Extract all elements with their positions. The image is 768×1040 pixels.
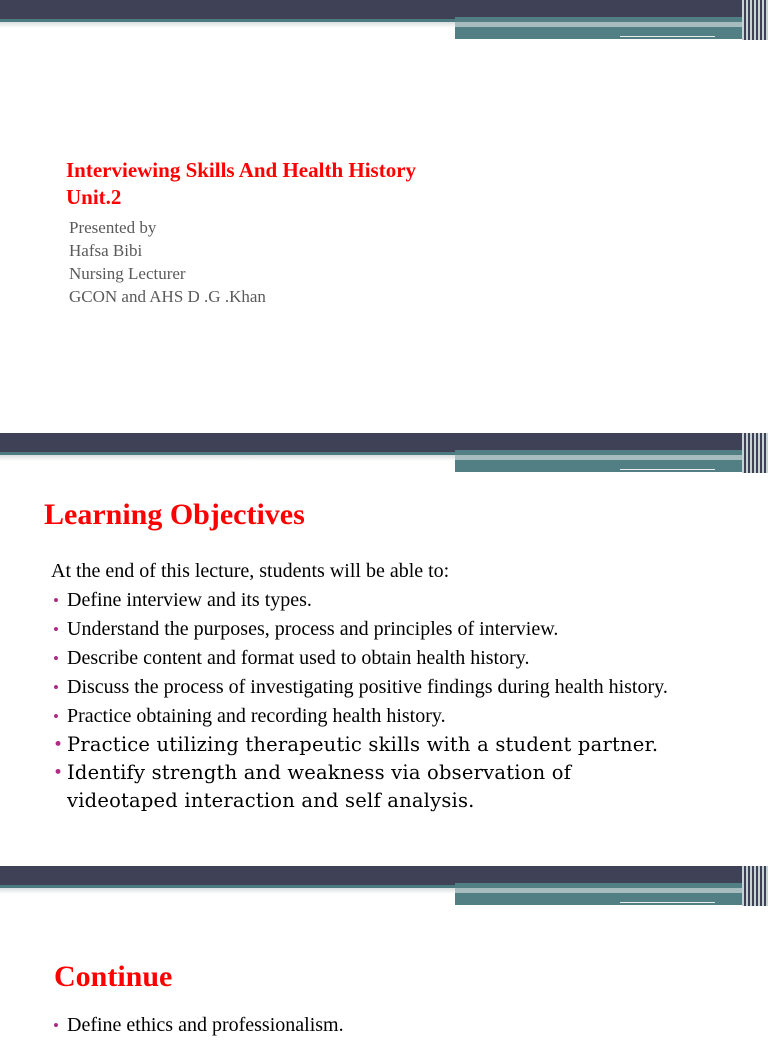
header-band: [0, 433, 768, 478]
slide-2: [0, 433, 768, 866]
objectives-list: [51, 586, 761, 815]
slide-heading: Learning Objectives: [44, 498, 305, 531]
bullet-icon: •: [53, 678, 59, 697]
title-line-2: Unit.2: [66, 185, 122, 209]
bullet-icon: •: [53, 591, 59, 610]
bullet-icon: •: [53, 707, 59, 726]
bullet-icon: •: [53, 763, 64, 783]
subtitle-line: Presented by: [69, 218, 157, 237]
list-item: • Practice utilizing therapeutic skills with a student partner.: [51, 731, 761, 759]
slide-3: [0, 866, 768, 1036]
slide-heading: Continue: [54, 960, 173, 993]
list-item: • Define interview and its types.: [51, 586, 761, 615]
slide-1: [0, 0, 768, 433]
presenter-info: [69, 216, 266, 308]
continue-list: [51, 1011, 751, 1040]
list-item: • Understand the purposes, process and principles of interview.: [51, 615, 761, 644]
list-item: • Discuss the process of investigating positive findings during health history.: [51, 673, 761, 702]
presenter-role: Nursing Lecturer: [69, 264, 186, 283]
list-item: • Practice obtaining and recording health history.: [51, 702, 761, 731]
title-line-1: Interviewing Skills And Health History: [66, 158, 417, 182]
presenter-name: Hafsa Bibi: [69, 241, 143, 260]
header-band: [0, 866, 768, 911]
header-band: [0, 0, 768, 45]
list-item: • Define ethics and professionalism.: [51, 1011, 751, 1040]
bullet-icon: •: [53, 1016, 59, 1035]
list-item: • Identify strength and weakness via observation of videotaped interaction and self analysis.: [53, 761, 572, 812]
bullet-icon: •: [53, 649, 59, 668]
intro-text: At the end of this lecture, students will be able to:: [51, 560, 450, 582]
bullet-icon: •: [53, 620, 59, 639]
bullet-icon: •: [53, 735, 64, 755]
presenter-institution: GCON and AHS D .G .Khan: [69, 287, 266, 306]
presentation-title: [66, 157, 416, 211]
list-item: • Describe content and format used to obtain health history.: [51, 644, 761, 673]
